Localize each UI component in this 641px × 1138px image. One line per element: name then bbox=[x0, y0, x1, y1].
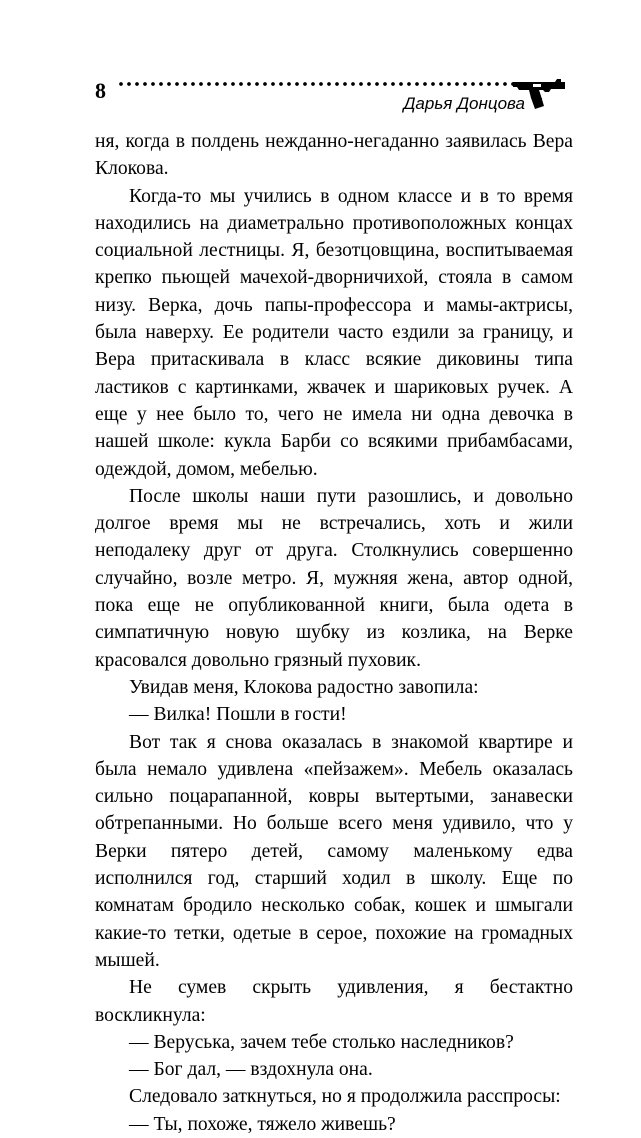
paragraph: Следовало заткнуться, но я продолжила расспросы: bbox=[129, 1086, 561, 1108]
paragraph-continuation: ня, когда в полдень нежданно-негаданно заявилась Вера Клокова. bbox=[95, 131, 573, 180]
dialogue-line: — Вилка! Пошли в гости! bbox=[129, 704, 347, 726]
paragraph: Увидав меня, Клокова радостно завопила: bbox=[129, 676, 479, 698]
dialogue-line: — Бог дал, — вздохнула она. bbox=[129, 1059, 373, 1081]
running-header bbox=[95, 72, 595, 122]
page-number: 8 bbox=[95, 78, 106, 103]
paragraph: Вот так я снова оказалась в знакомой квартире и была немало удивлена «пейзажем». Мебель оказалась сильно поцарапанной, ковры вытертыми, занавески обтрепанными. Но больше всего меня удивило, что у Верки пятеро детей, самому маленькому едва исполнился год, старший ходил в школу. Еще по комнатам бродило несколько собак, кошек и шмыгали какие-то тетки, одетые в серое, похожие на громадных мышей. bbox=[95, 731, 573, 971]
dialogue-line: — Ты, похоже, тяжело живешь? bbox=[129, 1113, 396, 1135]
body-text bbox=[95, 128, 573, 1138]
dotted-leader bbox=[117, 78, 557, 90]
paragraph: Когда-то мы учились в одном классе и в то время находились на диаметрально противоположных концах социальной лестницы. Я, безотцовщина, воспитываемая крепко пьющей мачехой-дворничихой, стояла в самом низу. Верка, дочь папы-профессора и мамы-актрисы, была наверху. Ее родители часто ездили за границу, и Вера притаскивала в класс всякие диковины типа ластиков с картинками, жвачек и шариковых ручек. А еще у нее было то, чего не имела ни одна девочка в нашей школе: кукла Барби со всякими прибамбасами, одеждой, домом, мебелью. bbox=[95, 185, 573, 480]
paragraph: После школы наши пути разошлись, и довольно долгое время мы не встречались, хоть и жили неподалеку друг от друга. Столкнулись совершенно случайно, возле метро. Я, мужняя жена, автор одной, пока еще не опубликованной книги, была одета в симпатичную новую шубку из козлика, на Верке красовался довольно грязный пуховик. bbox=[95, 485, 573, 671]
dialogue-line: — Веруська, зачем тебе столько наследников? bbox=[129, 1031, 514, 1053]
revolver-icon bbox=[511, 76, 567, 110]
author-name: Дарья Донцова bbox=[403, 94, 525, 113]
paragraph: Не сумев скрыть удивления, я бестактно воскликнула: bbox=[95, 977, 573, 1026]
